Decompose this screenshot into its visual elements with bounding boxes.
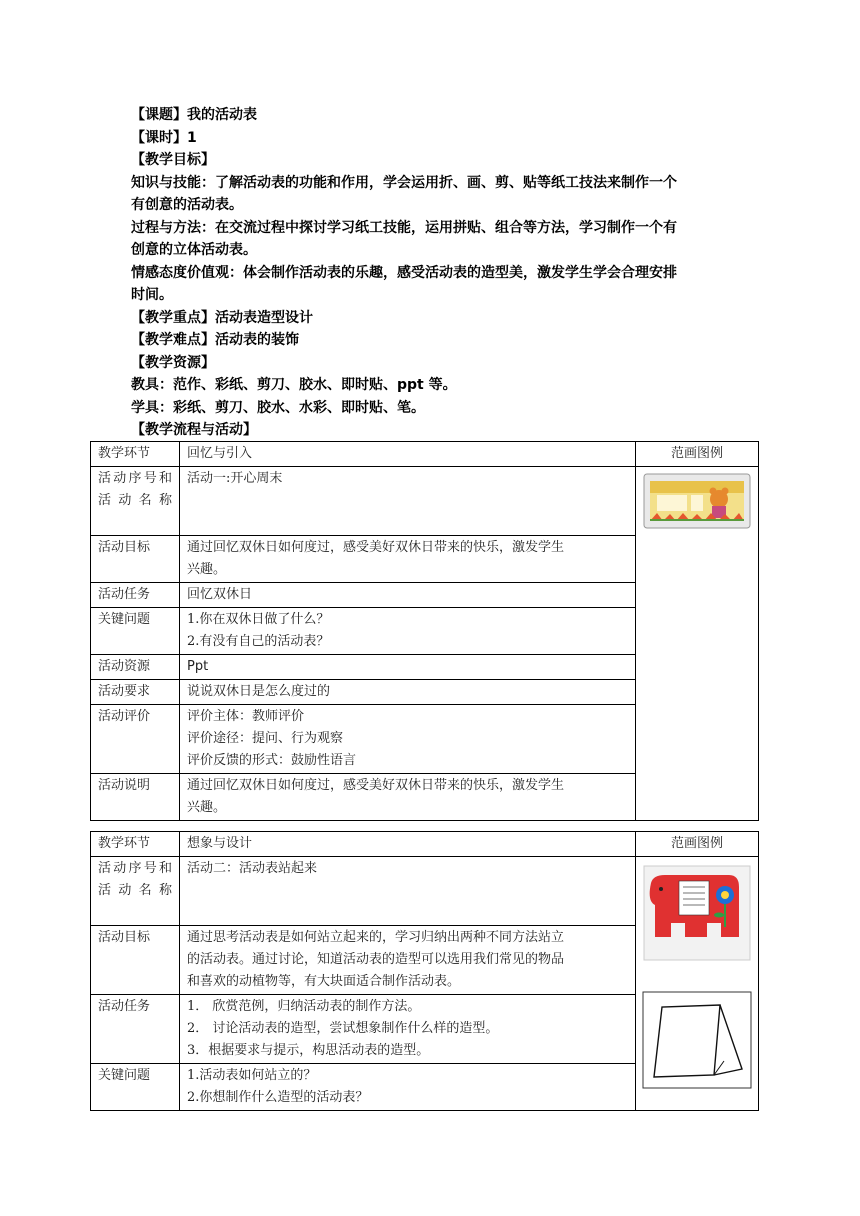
resources-heading: 【教学资源】 bbox=[131, 354, 215, 371]
activity-label: 活动序号和活动名称 bbox=[91, 467, 180, 536]
question2-1: 1.活动表如何站立的？ bbox=[187, 1068, 317, 1083]
task2-item1: 1． 欣赏范例，归纳活动表的制作方法。 bbox=[187, 999, 421, 1014]
question-value-2 bbox=[180, 1064, 636, 1111]
goal2-line2: 的活动表。通过讨论，知道活动表的造型可以选用我们常见的物品 bbox=[187, 952, 565, 967]
goal-value-line2: 兴趣。 bbox=[187, 562, 227, 577]
student-tools: 学具：彩纸、剪刀、胶水、水彩、即时贴、笔。 bbox=[131, 399, 425, 416]
weekend-activity-chart-image bbox=[643, 473, 751, 529]
activity-value: 活动一:开心周末 bbox=[180, 467, 636, 536]
activity-label-2: 活动序号和活动名称 bbox=[91, 857, 180, 926]
goal-value-line1: 通过回忆双休日如何度过，感受美好双休日带来的快乐，激发学生 bbox=[187, 540, 565, 555]
activity-table-1 bbox=[90, 441, 759, 821]
teacher-tools: 教具：范作、彩纸、剪刀、胶水、即时贴、ppt 等。 bbox=[131, 377, 457, 393]
stand-structure-sketch bbox=[642, 991, 752, 1089]
example-image-cell bbox=[636, 467, 759, 821]
goals-heading: 【教学目标】 bbox=[131, 152, 215, 168]
note-value-line2: 兴趣。 bbox=[187, 800, 227, 815]
evaluation-value bbox=[180, 705, 636, 774]
goal-process-line1: 过程与方法：在交流过程中探讨学习纸工技能，运用拼贴、组合等方法，学习制作一个有 bbox=[131, 219, 677, 236]
activity-table-2 bbox=[90, 831, 759, 1111]
evaluation-subject: 评价主体：教师评价 bbox=[187, 709, 305, 724]
goal-emotion-line2: 时间。 bbox=[131, 287, 173, 303]
flow-heading: 【教学流程与活动】 bbox=[131, 422, 257, 438]
evaluation-method: 评价途径：提问、行为观察 bbox=[187, 731, 344, 746]
example-label: 范画图例 bbox=[636, 442, 759, 467]
stage-value-2: 想象与设计 bbox=[180, 832, 636, 857]
task-label: 活动任务 bbox=[91, 583, 180, 608]
goal-knowledge-line1: 知识与技能：了解活动表的功能和作用，学会运用折、画、剪、贴等纸工技法来制作一个 bbox=[131, 174, 677, 191]
goal2-line3: 和喜欢的动植物等，有大块面适合制作活动表。 bbox=[187, 974, 461, 989]
resource-value: Ppt bbox=[180, 655, 636, 680]
activity-value-2: 活动二：活动表站起来 bbox=[180, 857, 636, 926]
goal2-line1: 通过思考活动表是如何站立起来的，学习归纳出两种不同方法站立 bbox=[187, 930, 565, 945]
requirement-label: 活动要求 bbox=[91, 680, 180, 705]
goal-process-line2: 创意的立体活动表。 bbox=[131, 242, 257, 258]
lesson-period: 【课时】1 bbox=[131, 129, 197, 146]
note-label: 活动说明 bbox=[91, 774, 180, 821]
example-image-cell-2 bbox=[636, 857, 759, 1111]
question-2: 2.有没有自己的活动表？ bbox=[187, 634, 330, 649]
goal-label: 活动目标 bbox=[91, 536, 180, 583]
goal-knowledge-line2: 有创意的活动表。 bbox=[131, 197, 243, 213]
stage-value: 回忆与引入 bbox=[180, 442, 636, 467]
evaluation-feedback: 评价反馈的形式：鼓励性语言 bbox=[187, 753, 357, 768]
question2-2: 2.你想制作什么造型的活动表？ bbox=[187, 1090, 369, 1105]
evaluation-label: 活动评价 bbox=[91, 705, 180, 774]
task-value: 回忆双休日 bbox=[180, 583, 636, 608]
task-value-2 bbox=[180, 995, 636, 1064]
stage-label-2: 教学环节 bbox=[91, 832, 180, 857]
resource-label: 活动资源 bbox=[91, 655, 180, 680]
stage-label: 教学环节 bbox=[91, 442, 180, 467]
example-label-2: 范画图例 bbox=[636, 832, 759, 857]
goal-value-2 bbox=[180, 926, 636, 995]
requirement-value: 说说双休日是怎么度过的 bbox=[180, 680, 636, 705]
task2-item2: 2． 讨论活动表的造型，尝试想象制作什么样的造型。 bbox=[187, 1021, 499, 1036]
goal-emotion-line1: 情感态度价值观：体会制作活动表的乐趣，感受活动表的造型美，激发学生学会合理安排 bbox=[131, 264, 677, 281]
difficulty: 【教学难点】活动表的装饰 bbox=[131, 332, 299, 348]
lesson-title: 【课题】我的活动表 bbox=[131, 107, 257, 123]
question-1: 1.你在双休日做了什么？ bbox=[187, 612, 330, 627]
goal-value bbox=[180, 536, 636, 583]
question-label-2: 关键问题 bbox=[91, 1064, 180, 1111]
key-point: 【教学重点】活动表造型设计 bbox=[131, 309, 313, 326]
elephant-activity-chart-image bbox=[643, 865, 751, 961]
goal-label-2: 活动目标 bbox=[91, 926, 180, 995]
note-value-line1: 通过回忆双休日如何度过，感受美好双休日带来的快乐，激发学生 bbox=[187, 778, 565, 793]
question-label: 关键问题 bbox=[91, 608, 180, 655]
task-label-2: 活动任务 bbox=[91, 995, 180, 1064]
task2-item3: 3．根据要求与提示，构思活动表的造型。 bbox=[187, 1043, 430, 1058]
lesson-header bbox=[131, 104, 736, 442]
question-value bbox=[180, 608, 636, 655]
note-value bbox=[180, 774, 636, 821]
